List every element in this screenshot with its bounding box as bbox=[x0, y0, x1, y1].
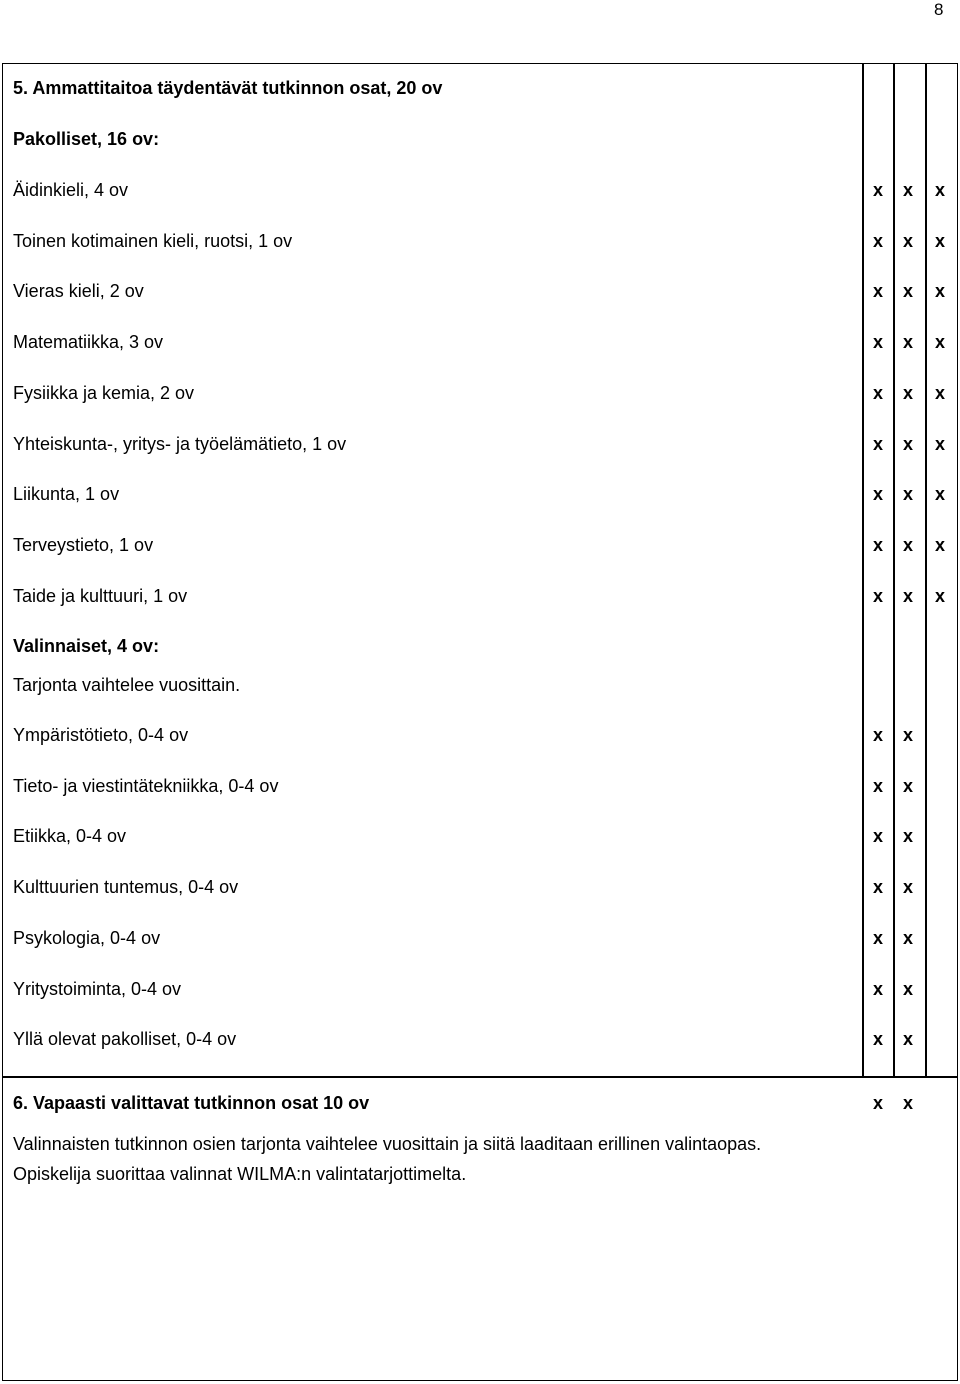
section-6-note: Valinnaisten tutkinnon osien tarjonta vaihtelee vuosittain ja siitä laaditaan erillinen valintaopas. bbox=[13, 1134, 762, 1154]
optional-row-label: Psykologia, 0-4 ov bbox=[13, 927, 161, 948]
check-mark: x bbox=[902, 180, 913, 200]
check-mark: x bbox=[934, 585, 945, 606]
check-mark: x bbox=[902, 332, 913, 353]
optional-note: Tarjonta vaihtelee vuosittain. bbox=[13, 675, 241, 695]
check-mark: x bbox=[872, 927, 883, 948]
mandatory-heading: Pakolliset, 16 ov: bbox=[13, 129, 160, 149]
check-mark: x bbox=[872, 534, 883, 555]
check-mark: x bbox=[934, 433, 945, 454]
check-mark: x bbox=[872, 180, 883, 200]
check-mark: x bbox=[872, 585, 883, 606]
page-number: 8 bbox=[934, 0, 944, 19]
check-mark: x bbox=[902, 585, 913, 606]
section-divider bbox=[2, 1076, 958, 1078]
check-mark: x bbox=[902, 534, 913, 555]
column-divider bbox=[862, 63, 864, 1077]
check-mark: x bbox=[934, 484, 945, 505]
check-mark: x bbox=[934, 230, 945, 251]
check-mark: x bbox=[902, 484, 913, 505]
mandatory-row-label: Terveystieto, 1 ov bbox=[13, 534, 154, 555]
mandatory-row-label: Liikunta, 1 ov bbox=[13, 484, 120, 505]
check-mark: x bbox=[872, 382, 883, 403]
section-6-note: Opiskelija suorittaa valinnat WILMA:n valintatarjottimelta. bbox=[13, 1164, 467, 1184]
check-mark: x bbox=[934, 382, 945, 403]
check-mark: x bbox=[872, 725, 883, 745]
check-mark: x bbox=[934, 332, 945, 353]
check-mark: x bbox=[934, 180, 945, 200]
check-mark: x bbox=[872, 978, 883, 999]
check-mark: x bbox=[902, 433, 913, 454]
check-mark: x bbox=[902, 1093, 913, 1113]
column-divider bbox=[925, 63, 927, 1077]
mandatory-row-label: Taide ja kulttuuri, 1 ov bbox=[13, 585, 188, 606]
check-mark: x bbox=[902, 382, 913, 403]
check-mark: x bbox=[902, 978, 913, 999]
check-mark: x bbox=[872, 484, 883, 505]
column-divider bbox=[893, 63, 895, 1077]
check-mark: x bbox=[872, 877, 883, 898]
check-mark: x bbox=[934, 534, 945, 555]
check-mark: x bbox=[872, 1029, 883, 1050]
mandatory-row-label: Vieras kieli, 2 ov bbox=[13, 281, 144, 302]
optional-row-label: Tieto- ja viestintätekniikka, 0-4 ov bbox=[13, 775, 279, 796]
check-mark: x bbox=[902, 281, 913, 302]
optional-heading: Valinnaiset, 4 ov: bbox=[13, 636, 160, 656]
check-mark: x bbox=[902, 1029, 913, 1050]
optional-row-label: Ympäristötieto, 0-4 ov bbox=[13, 725, 189, 745]
mandatory-row-label: Äidinkieli, 4 ov bbox=[13, 180, 129, 200]
check-mark: x bbox=[872, 281, 883, 302]
optional-row-label: Yllä olevat pakolliset, 0-4 ov bbox=[13, 1029, 237, 1050]
check-mark: x bbox=[902, 230, 913, 251]
check-mark: x bbox=[902, 927, 913, 948]
section-5-title: 5. Ammattitaitoa täydentävät tutkinnon osat, 20 ov bbox=[13, 78, 443, 98]
mandatory-row-label: Matematiikka, 3 ov bbox=[13, 332, 164, 353]
check-mark: x bbox=[872, 826, 883, 847]
check-mark: x bbox=[872, 775, 883, 796]
optional-row-label: Kulttuurien tuntemus, 0-4 ov bbox=[13, 877, 239, 898]
check-mark: x bbox=[902, 877, 913, 898]
optional-row-label: Etiikka, 0-4 ov bbox=[13, 826, 127, 847]
section-6-title: 6. Vapaasti valittavat tutkinnon osat 10 ov bbox=[13, 1093, 370, 1113]
check-mark: x bbox=[872, 1093, 883, 1113]
mandatory-row-label: Toinen kotimainen kieli, ruotsi, 1 ov bbox=[13, 230, 293, 251]
optional-row-label: Yritystoiminta, 0-4 ov bbox=[13, 978, 182, 999]
check-mark: x bbox=[902, 826, 913, 847]
mandatory-row-label: Fysiikka ja kemia, 2 ov bbox=[13, 382, 195, 403]
check-mark: x bbox=[902, 725, 913, 745]
check-mark: x bbox=[872, 230, 883, 251]
check-mark: x bbox=[902, 775, 913, 796]
check-mark: x bbox=[872, 433, 883, 454]
check-mark: x bbox=[872, 332, 883, 353]
check-mark: x bbox=[934, 281, 945, 302]
mandatory-row-label: Yhteiskunta-, yritys- ja työelämätieto, 1 ov bbox=[13, 433, 347, 454]
